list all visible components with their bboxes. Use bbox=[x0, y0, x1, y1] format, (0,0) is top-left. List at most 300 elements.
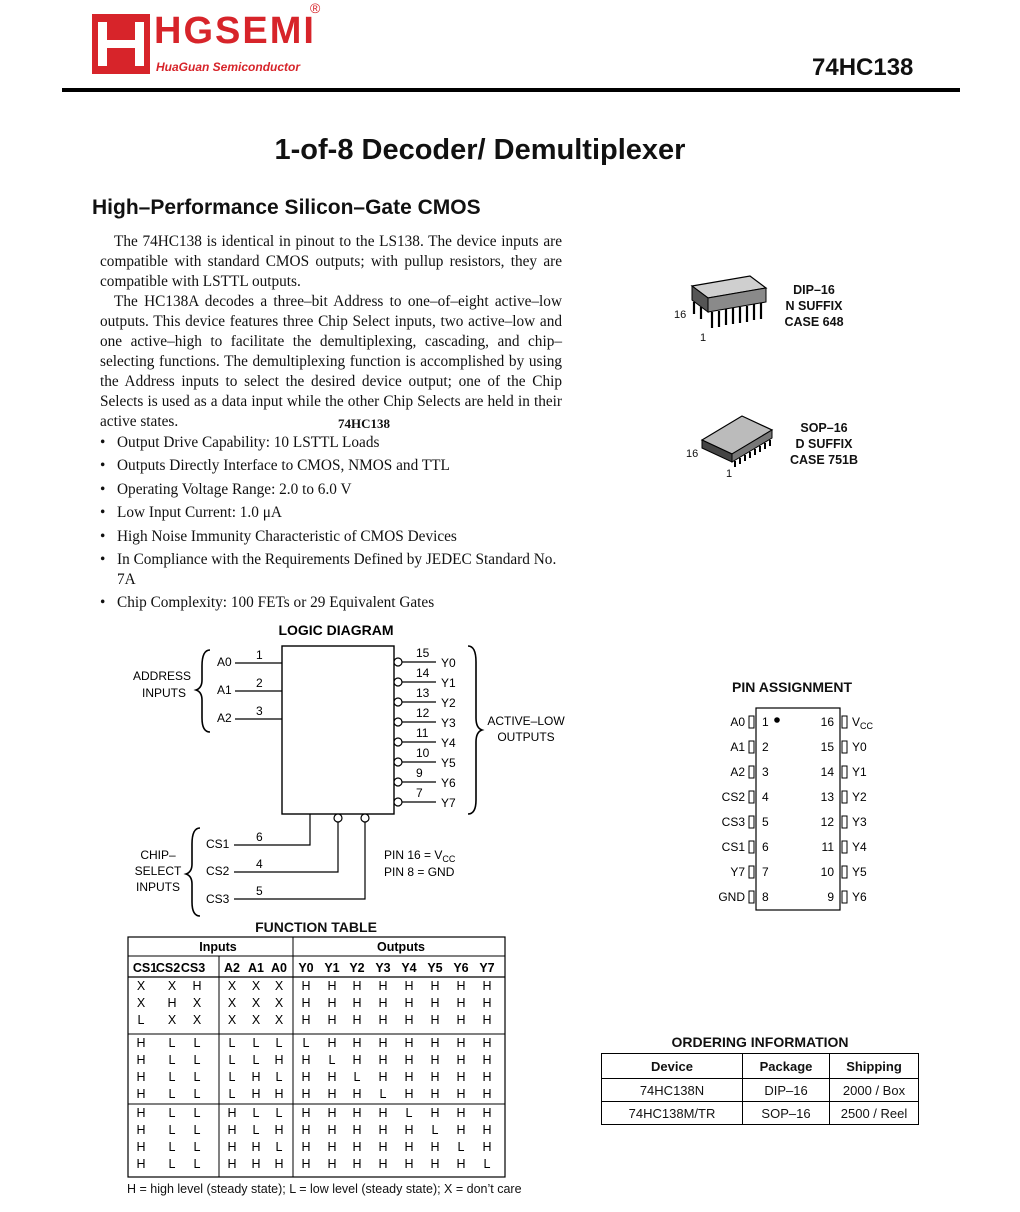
function-table-cell: L bbox=[168, 1123, 176, 1137]
power-note-gnd: PIN 8 = GND bbox=[384, 865, 455, 879]
function-table-col-header: A2 bbox=[224, 961, 240, 975]
ordering-cell: DIP–16 bbox=[743, 1079, 830, 1102]
function-table-cell: H bbox=[482, 1123, 492, 1137]
pin-stub bbox=[842, 766, 847, 778]
dip-label-line: N SUFFIX bbox=[785, 299, 843, 313]
input-cs3-pin: 5 bbox=[256, 884, 263, 898]
sop-label-line: D SUFFIX bbox=[795, 437, 853, 451]
input-a2-pin: 3 bbox=[256, 704, 263, 718]
function-table-cell: H bbox=[301, 979, 311, 993]
function-table-cell: H bbox=[301, 1157, 311, 1171]
dip-pin-1: 1 bbox=[700, 332, 707, 344]
function-table-cell: H bbox=[352, 1157, 362, 1171]
function-table-cell: H bbox=[136, 1070, 146, 1084]
description-paragraph-2: The HC138A decodes a three–bit Address to one–of–eight active–low outputs. This device features three Chip Select inputs, two active–low and one active–high to facilitate the demultiplexing, cascading, and chip–selecting functions. The demultiplexing function is accomplished by using the Address inputs to select the desired device output; one of the Chip Selects is used as a data input while the other Chip Selects are held in their active states. bbox=[100, 293, 562, 430]
function-table-cell: L bbox=[405, 1106, 413, 1120]
function-table-cell: L bbox=[168, 1140, 176, 1154]
function-table-cell: L bbox=[193, 1140, 201, 1154]
input-cs2-label: CS2 bbox=[206, 864, 230, 878]
function-table-cell: H bbox=[378, 1070, 388, 1084]
output-pin-number: 15 bbox=[416, 646, 430, 660]
output-label: Y2 bbox=[441, 696, 456, 710]
function-table-cell: X bbox=[274, 996, 284, 1010]
function-table-cell: H bbox=[482, 1070, 492, 1084]
function-table-cell: H bbox=[378, 1123, 388, 1137]
function-table-cell: L bbox=[275, 1070, 283, 1084]
function-table-cell: H bbox=[430, 1140, 440, 1154]
function-table-cell: H bbox=[456, 1123, 466, 1137]
function-table-cell: H bbox=[136, 1036, 146, 1050]
function-table-cell: H bbox=[482, 1140, 492, 1154]
function-table-cell: H bbox=[456, 1036, 466, 1050]
pin-stub bbox=[749, 741, 754, 753]
pin-stub bbox=[749, 816, 754, 828]
pin-right-number: 13 bbox=[820, 790, 834, 804]
function-table-cell: H bbox=[378, 979, 388, 993]
sop-pin-16: 16 bbox=[686, 448, 699, 460]
function-table-cell: H bbox=[404, 1087, 414, 1101]
dip-package-label bbox=[770, 282, 858, 330]
function-table-cell: H bbox=[456, 1106, 466, 1120]
outputs-label: ACTIVE–LOW bbox=[487, 714, 565, 728]
pin-left-number: 2 bbox=[762, 740, 769, 754]
function-table-cell: L bbox=[137, 1013, 145, 1027]
pin-left-number: 7 bbox=[762, 865, 769, 879]
function-table-cell: L bbox=[228, 1070, 236, 1084]
function-table-col-header: CS2 bbox=[155, 961, 181, 975]
sop-label-line: CASE 751B bbox=[789, 453, 859, 467]
output-bubble bbox=[394, 698, 402, 706]
pin-left-label: GND bbox=[718, 890, 745, 904]
function-table-cell: H bbox=[227, 1106, 237, 1120]
pin-stub bbox=[749, 866, 754, 878]
function-table-cell: L bbox=[193, 1036, 201, 1050]
function-table-cell: H bbox=[136, 1140, 146, 1154]
pin-right-label: Y2 bbox=[852, 790, 867, 804]
function-table-cell: H bbox=[327, 979, 337, 993]
logic-diagram bbox=[120, 618, 600, 918]
function-table-cell: H bbox=[352, 1106, 362, 1120]
function-table-cell: H bbox=[352, 996, 362, 1010]
function-table-cell: X bbox=[167, 1013, 177, 1027]
pin-right-label: Y3 bbox=[852, 815, 867, 829]
outputs-group-header: Outputs bbox=[377, 940, 425, 954]
function-table-col-header: CS1 bbox=[132, 961, 158, 975]
pin-left-number: 3 bbox=[762, 765, 769, 779]
chip-select-label: SELECT bbox=[134, 864, 182, 878]
function-table-cell: H bbox=[136, 1123, 146, 1137]
ordering-header-row bbox=[602, 1054, 919, 1079]
feature-item: • Low Input Current: 1.0 μA bbox=[100, 503, 570, 523]
dip-label-line: DIP–16 bbox=[793, 283, 835, 297]
function-table-cell: L bbox=[228, 1053, 236, 1067]
function-table-cell: X bbox=[251, 996, 261, 1010]
input-cs1-pin: 6 bbox=[256, 830, 263, 844]
pin-left-label: A2 bbox=[730, 765, 745, 779]
function-table-cell: H bbox=[327, 1013, 337, 1027]
output-pin-number: 13 bbox=[416, 686, 430, 700]
function-table-footnote: H = high level (steady state); L = low level (steady state); X = don’t care bbox=[127, 1182, 522, 1196]
pin-stub bbox=[749, 716, 754, 728]
page-title: 1-of-8 Decoder/ Demultiplexer bbox=[274, 134, 686, 166]
output-label: Y0 bbox=[441, 656, 456, 670]
sop-label-line: SOP–16 bbox=[800, 421, 848, 435]
pin-right-number: 9 bbox=[827, 890, 834, 904]
function-table-cell: X bbox=[167, 979, 177, 993]
function-table-cell: L bbox=[193, 1087, 201, 1101]
function-table-cell: X bbox=[192, 1013, 202, 1027]
function-table-cell: H bbox=[430, 1013, 440, 1027]
function-table-cell: H bbox=[274, 1053, 284, 1067]
output-label: Y5 bbox=[441, 756, 456, 770]
pin-left-number: 5 bbox=[762, 815, 769, 829]
ordering-title: ORDERING INFORMATION bbox=[671, 1034, 849, 1050]
pin-right-label: $V_{CC}$ bbox=[852, 715, 874, 731]
input-a1-pin: 2 bbox=[256, 676, 263, 690]
function-table-col-header: CS3 bbox=[180, 961, 206, 975]
function-table-cell: H bbox=[352, 979, 362, 993]
function-table-col-header: Y4 bbox=[401, 961, 417, 975]
function-table-cell: H bbox=[136, 1053, 146, 1067]
function-table-cell: H bbox=[456, 1053, 466, 1067]
description-paragraph-1: The 74HC138 is identical in pinout to the LS138. The device inputs are compatible with standard CMOS outputs; with pullup resistors, they are compatible with LSTTL outputs. bbox=[100, 233, 562, 290]
pin-stub bbox=[749, 891, 754, 903]
function-table-cell: H bbox=[327, 1106, 337, 1120]
function-table-cell: H bbox=[404, 979, 414, 993]
pin-left-label: A0 bbox=[730, 715, 745, 729]
pin-left-label: CS3 bbox=[721, 815, 745, 829]
function-table-cell: H bbox=[482, 996, 492, 1010]
function-table-cell: H bbox=[430, 1070, 440, 1084]
decoder-block bbox=[282, 646, 394, 814]
output-bubble bbox=[394, 798, 402, 806]
function-table-cell: L bbox=[275, 1106, 283, 1120]
function-table-col-header: Y2 bbox=[349, 961, 365, 975]
power-note-vcc-text: PIN 16 = V bbox=[384, 848, 443, 862]
function-table-cell: L bbox=[252, 1053, 260, 1067]
function-table-cell: H bbox=[430, 1106, 440, 1120]
function-table-cell: H bbox=[327, 1036, 337, 1050]
output-label: Y1 bbox=[441, 676, 456, 690]
function-table-cell: H bbox=[327, 1157, 337, 1171]
function-table-cell: L bbox=[275, 1140, 283, 1154]
logo-subtitle: HuaGuan Semiconductor bbox=[156, 60, 301, 74]
function-table-cell: H bbox=[482, 1036, 492, 1050]
pin-right-number: 14 bbox=[820, 765, 834, 779]
function-table-cell: L bbox=[193, 1123, 201, 1137]
ordering-row bbox=[602, 1079, 919, 1102]
ordering-cell: 2000 / Box bbox=[830, 1079, 919, 1102]
pin-stub bbox=[842, 866, 847, 878]
address-label: INPUTS bbox=[141, 686, 187, 700]
function-table-cell: L bbox=[193, 1157, 201, 1171]
function-table-cell: H bbox=[482, 979, 492, 993]
function-table-col-header: Y1 bbox=[324, 961, 340, 975]
chip-select-brace bbox=[186, 828, 200, 916]
function-table-cell: H bbox=[136, 1106, 146, 1120]
ordering-header-device: Device bbox=[602, 1054, 743, 1079]
function-table-cell: L bbox=[168, 1087, 176, 1101]
function-table-cell: H bbox=[456, 996, 466, 1010]
output-pin-number: 7 bbox=[416, 786, 423, 800]
ordering-cell: 74HC138M/TR bbox=[602, 1102, 743, 1125]
function-table-cell: L bbox=[431, 1123, 439, 1137]
dip-package-icon bbox=[670, 272, 780, 348]
power-note-vcc bbox=[384, 848, 456, 864]
pin-right-label: Y6 bbox=[852, 890, 867, 904]
function-table-cell: L bbox=[275, 1036, 283, 1050]
pin-right-label: Y4 bbox=[852, 840, 867, 854]
ordering-header-shipping: Shipping bbox=[830, 1054, 919, 1079]
function-table-cell: H bbox=[430, 1036, 440, 1050]
pin-left-number: 1 bbox=[762, 715, 769, 729]
pin-right-number: 10 bbox=[820, 865, 834, 879]
function-table-cell: H bbox=[327, 1140, 337, 1154]
pin-assignment-title: PIN ASSIGNMENT bbox=[732, 679, 853, 695]
function-table-cell: H bbox=[227, 1140, 237, 1154]
function-table-cell: H bbox=[136, 1157, 146, 1171]
function-table-cell: H bbox=[352, 1123, 362, 1137]
logo-name: HGSEMI bbox=[154, 10, 316, 52]
pin-stub bbox=[842, 741, 847, 753]
function-table-cell: H bbox=[301, 1123, 311, 1137]
function-table-cell: H bbox=[251, 1087, 261, 1101]
function-table-cell: H bbox=[456, 1070, 466, 1084]
pin-stub bbox=[842, 816, 847, 828]
input-cs2-pin: 4 bbox=[256, 857, 263, 871]
logo-mark bbox=[92, 14, 150, 74]
function-table-cell: H bbox=[378, 1140, 388, 1154]
function-table-cell: H bbox=[404, 1013, 414, 1027]
function-table-cell: L bbox=[168, 1157, 176, 1171]
logo-h-icon bbox=[92, 14, 150, 74]
output-pin-number: 14 bbox=[416, 666, 430, 680]
feature-item: • Output Drive Capability: 10 LSTTL Loads bbox=[100, 433, 570, 453]
sop-package-icon bbox=[690, 410, 782, 474]
function-table-cell: H bbox=[404, 1036, 414, 1050]
output-pin-number: 9 bbox=[416, 766, 423, 780]
ordering-cell: 74HC138N bbox=[602, 1079, 743, 1102]
logic-diagram-title: LOGIC DIAGRAM bbox=[278, 622, 394, 638]
function-table-col-header: A1 bbox=[248, 961, 264, 975]
power-note-vcc-sub: CC bbox=[442, 854, 456, 864]
function-table-cell: H bbox=[301, 1087, 311, 1101]
output-bubble bbox=[394, 778, 402, 786]
function-table-cell: L bbox=[168, 1036, 176, 1050]
feature-item: • Operating Voltage Range: 2.0 to 6.0 V bbox=[100, 480, 570, 500]
function-table-cell: L bbox=[193, 1053, 201, 1067]
function-table-cell: X bbox=[192, 996, 202, 1010]
ordering-row bbox=[602, 1102, 919, 1125]
feature-item: • High Noise Immunity Characteristic of CMOS Devices bbox=[100, 527, 570, 547]
registered-mark: ® bbox=[310, 0, 321, 16]
function-table-cell: H bbox=[301, 1053, 311, 1067]
function-table-cell: L bbox=[379, 1087, 387, 1101]
function-table-title: FUNCTION TABLE bbox=[255, 919, 377, 935]
output-bubble bbox=[394, 718, 402, 726]
output-label: Y7 bbox=[441, 796, 456, 810]
pin-right-number: 16 bbox=[820, 715, 834, 729]
feature-item: • Chip Complexity: 100 FETs or 29 Equivalent Gates bbox=[100, 593, 570, 613]
function-table-cell: H bbox=[482, 1013, 492, 1027]
input-a1-label: A1 bbox=[217, 683, 232, 697]
pin-stub bbox=[749, 766, 754, 778]
function-table-cell: H bbox=[301, 996, 311, 1010]
ordering-cell: SOP–16 bbox=[743, 1102, 830, 1125]
function-table bbox=[127, 936, 507, 1179]
function-table-cell: H bbox=[136, 1087, 146, 1101]
function-table-cell: H bbox=[378, 1036, 388, 1050]
function-table-cell: H bbox=[352, 1013, 362, 1027]
function-table-cell: H bbox=[251, 1140, 261, 1154]
pin-left-number: 6 bbox=[762, 840, 769, 854]
pin-stub bbox=[749, 791, 754, 803]
feature-item: • Outputs Directly Interface to CMOS, NMOS and TTL bbox=[100, 456, 570, 476]
function-table-cell: H bbox=[404, 1123, 414, 1137]
output-bubble bbox=[394, 658, 402, 666]
function-table-cell: X bbox=[274, 979, 284, 993]
function-table-cell: H bbox=[482, 1106, 492, 1120]
input-a0-label: A0 bbox=[217, 655, 232, 669]
function-table-cell: L bbox=[168, 1070, 176, 1084]
output-label: Y6 bbox=[441, 776, 456, 790]
function-table-cell: H bbox=[352, 1053, 362, 1067]
function-table-cell: H bbox=[378, 1157, 388, 1171]
inputs-group-header: Inputs bbox=[199, 940, 237, 954]
function-table-cell: H bbox=[456, 1157, 466, 1171]
function-table-cell: H bbox=[430, 996, 440, 1010]
function-table-cell: H bbox=[456, 1087, 466, 1101]
function-table-cell: H bbox=[378, 1053, 388, 1067]
output-bubble bbox=[394, 738, 402, 746]
chip-outline bbox=[756, 708, 840, 910]
function-table-cell: H bbox=[404, 1053, 414, 1067]
function-table-col-header: Y3 bbox=[375, 961, 391, 975]
function-table-cell: X bbox=[136, 996, 146, 1010]
pin-left-label: CS2 bbox=[721, 790, 745, 804]
output-bubble bbox=[394, 758, 402, 766]
function-table-cell: H bbox=[430, 1157, 440, 1171]
outputs-brace bbox=[468, 646, 482, 814]
function-table-col-header: Y0 bbox=[298, 961, 314, 975]
ordering-header-package: Package bbox=[743, 1054, 830, 1079]
feature-item: • In Compliance with the Requirements Defined by JEDEC Standard No. 7A bbox=[100, 550, 570, 590]
function-table-cell: X bbox=[274, 1013, 284, 1027]
output-pin-number: 11 bbox=[416, 726, 429, 740]
page-subtitle: High–Performance Silicon–Gate CMOS bbox=[92, 196, 481, 219]
function-table-cell: H bbox=[274, 1157, 284, 1171]
address-label: ADDRESS bbox=[132, 669, 192, 683]
function-table-cell: H bbox=[301, 1070, 311, 1084]
function-table-cell: H bbox=[482, 1053, 492, 1067]
pin-left-label: Y7 bbox=[730, 865, 745, 879]
function-table-cell: L bbox=[168, 1053, 176, 1067]
function-table-cell: H bbox=[378, 1106, 388, 1120]
chip-select-label: CHIP– bbox=[140, 848, 176, 862]
pin-right-label: Y5 bbox=[852, 865, 867, 879]
function-table-cell: L bbox=[228, 1036, 236, 1050]
function-table-cell: L bbox=[228, 1087, 236, 1101]
output-label: Y4 bbox=[441, 736, 456, 750]
function-table-cell: H bbox=[352, 1036, 362, 1050]
dip-label-line: CASE 648 bbox=[784, 315, 844, 329]
pin-left-number: 4 bbox=[762, 790, 769, 804]
function-table-cell: H bbox=[456, 1013, 466, 1027]
function-table-cell: X bbox=[227, 996, 237, 1010]
function-table-cell: H bbox=[404, 1157, 414, 1171]
function-table-cell: H bbox=[482, 1087, 492, 1101]
pin-assignment-diagram bbox=[700, 706, 900, 916]
output-pin-number: 10 bbox=[416, 746, 430, 760]
pin-left-label: CS1 bbox=[721, 840, 745, 854]
overlay-part-text: 74HC138 bbox=[338, 416, 390, 431]
pin-stub bbox=[842, 791, 847, 803]
function-table-cell: H bbox=[378, 996, 388, 1010]
output-label: Y3 bbox=[441, 716, 456, 730]
pin1-marker-icon bbox=[774, 717, 780, 723]
function-table-cell: X bbox=[251, 979, 261, 993]
output-bubble bbox=[394, 678, 402, 686]
input-cs3-label: CS3 bbox=[206, 892, 230, 906]
function-table-col-header: Y5 bbox=[427, 961, 443, 975]
pin-stub bbox=[842, 891, 847, 903]
pin-left-number: 8 bbox=[762, 890, 769, 904]
function-table-cell: X bbox=[227, 1013, 237, 1027]
input-cs1-label: CS1 bbox=[206, 837, 230, 851]
pin-right-number: 11 bbox=[821, 840, 834, 854]
function-table-cell: H bbox=[227, 1123, 237, 1137]
function-table-cell: X bbox=[227, 979, 237, 993]
function-table-cell: L bbox=[328, 1053, 336, 1067]
function-table-cell: H bbox=[301, 1106, 311, 1120]
pin-left-label: A1 bbox=[730, 740, 745, 754]
function-table-cell: H bbox=[430, 1053, 440, 1067]
sop-pin-1: 1 bbox=[726, 468, 733, 480]
function-table-cell: H bbox=[192, 979, 202, 993]
outputs-label: OUTPUTS bbox=[497, 730, 555, 744]
function-table-cell: H bbox=[327, 1070, 337, 1084]
function-table-cell: H bbox=[301, 1140, 311, 1154]
ordering-cell: 2500 / Reel bbox=[830, 1102, 919, 1125]
function-table-cell: L bbox=[457, 1140, 465, 1154]
input-a2-label: A2 bbox=[217, 711, 232, 725]
function-table-cell: X bbox=[136, 979, 146, 993]
part-number: 74HC138 bbox=[812, 54, 914, 81]
function-table-cell: H bbox=[352, 1140, 362, 1154]
function-table-cell: H bbox=[227, 1157, 237, 1171]
pin-stub bbox=[842, 841, 847, 853]
function-table-cell: L bbox=[193, 1070, 201, 1084]
function-table-cell: L bbox=[353, 1070, 361, 1084]
header-divider bbox=[62, 88, 960, 92]
function-table-cell: H bbox=[456, 979, 466, 993]
function-table-cell: H bbox=[430, 1087, 440, 1101]
ordering-table bbox=[601, 1053, 919, 1125]
function-table-cell: H bbox=[251, 1157, 261, 1171]
function-table-cell: H bbox=[404, 996, 414, 1010]
pin-right-number: 12 bbox=[820, 815, 834, 829]
function-table-cell: H bbox=[251, 1070, 261, 1084]
function-table-col-header: Y6 bbox=[453, 961, 469, 975]
pin-stub bbox=[749, 841, 754, 853]
function-table-cell: H bbox=[378, 1013, 388, 1027]
function-table-cell: L bbox=[168, 1106, 176, 1120]
function-table-cell: H bbox=[404, 1070, 414, 1084]
function-table-cell: H bbox=[352, 1087, 362, 1101]
description bbox=[100, 232, 562, 432]
function-table-cell: H bbox=[327, 1087, 337, 1101]
pin-right-label: Y1 bbox=[852, 765, 867, 779]
